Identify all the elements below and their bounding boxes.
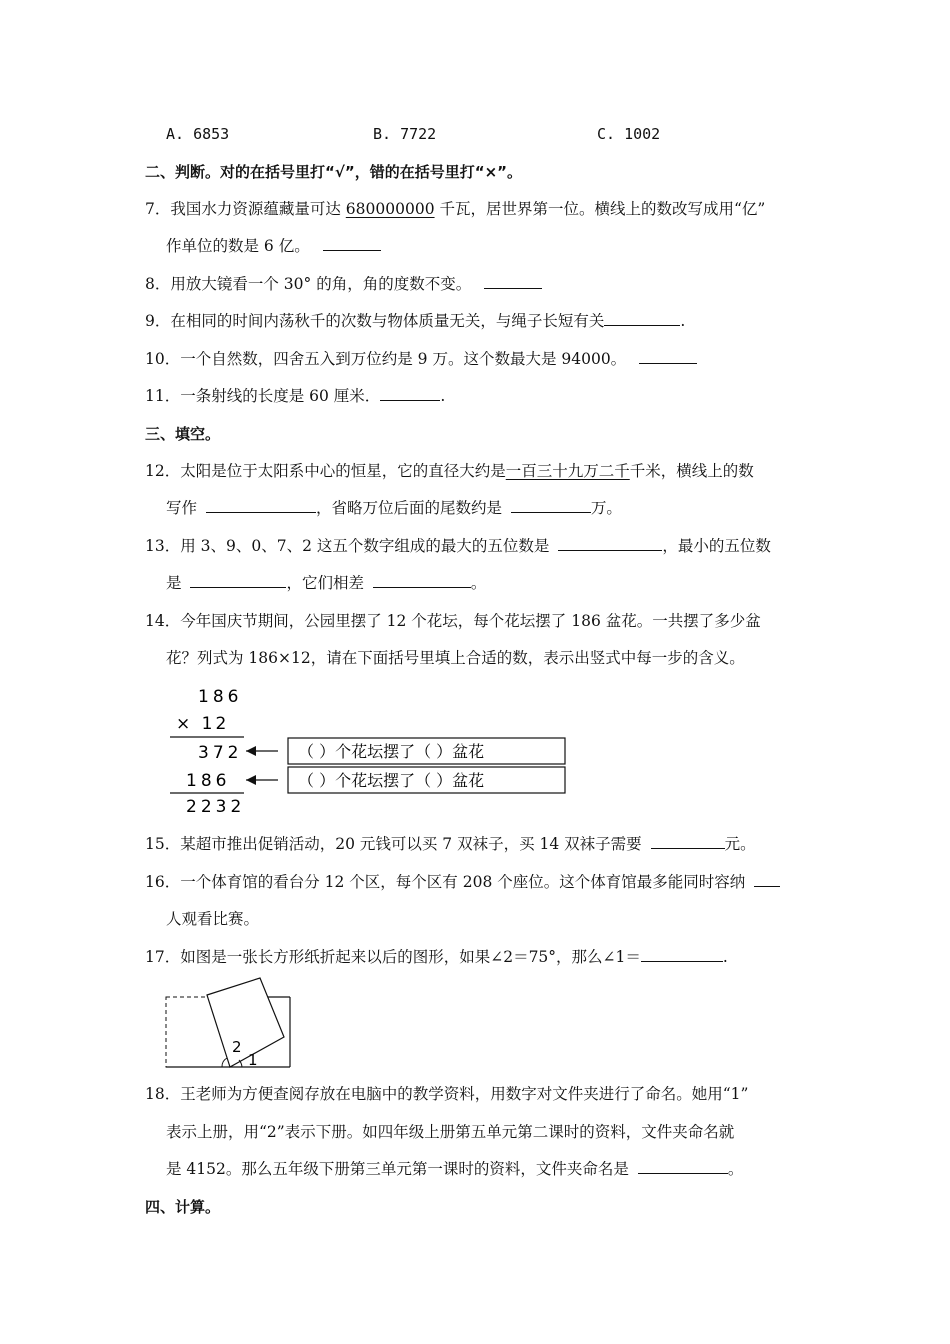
- question-7-line2: [166, 236, 381, 256]
- q18-text-c: 是 4152。那么五年级下册第三单元第一课时的资料，文件夹命名是: [166, 1160, 634, 1178]
- section-title-judge: 二、判断。对的在括号里打“√”，错的在括号里打“×”。: [145, 163, 523, 181]
- question-9: [145, 311, 685, 331]
- q17-period: .: [722, 948, 728, 966]
- meaning-box-2-text: （ ）个花坛摆了（ ）盆花: [298, 771, 485, 790]
- question-14-line1: 14．今年国庆节期间，公园里摆了 12 个花坛，每个花坛摆了 186 盆花。一共摆了多少盆: [145, 612, 761, 630]
- arrow-2-icon: [246, 775, 256, 785]
- q13-text-d: ，它们相差: [286, 574, 369, 592]
- q15-text-b: 元。: [724, 835, 756, 853]
- q13-text-b: ，最小的五位数: [662, 537, 771, 555]
- q8-text: 8．用放大镜看一个 30° 的角，角的度数不变。: [145, 275, 472, 293]
- q17-text-a: 17．如图是一张长方形纸折起来以后的图形，如果∠2＝75°，那么∠1＝: [145, 948, 641, 966]
- question-10: [145, 349, 697, 369]
- q11-period: .: [440, 387, 446, 405]
- q9-period: .: [680, 312, 686, 330]
- option-a: A. 6853: [166, 125, 230, 143]
- q10-answer-blank[interactable]: [639, 349, 697, 364]
- q13-answer-blank-1[interactable]: [558, 536, 662, 551]
- q13-text-c: 是: [166, 574, 187, 592]
- meaning-box-1-text: （ ）个花坛摆了（ ）盆花: [298, 742, 485, 761]
- q17-answer-blank[interactable]: [641, 947, 723, 962]
- question-12-line1: [145, 461, 754, 481]
- question-18-line1: 18．王老师为方便查阅存放在电脑中的教学资料，用数字对文件夹进行了命名。她用“1”: [145, 1085, 749, 1103]
- section-title-fill: 三、填空。: [145, 425, 221, 443]
- q7-text-b: 千瓦，居世界第一位。横线上的数改写成用“亿”: [434, 200, 766, 218]
- q7-text-a: 7．我国水力资源蕴藏量可达: [145, 200, 346, 218]
- q7-underlined-number: 680000000: [345, 200, 435, 218]
- question-11: [145, 386, 445, 406]
- angle-2-arc: [222, 1058, 227, 1067]
- angle-1-label: 1: [248, 1051, 258, 1069]
- vertical-multiplication-figure: [160, 680, 580, 820]
- q18-answer-blank[interactable]: [638, 1159, 728, 1174]
- multiplicand: 186: [198, 687, 243, 707]
- q13-answer-blank-2[interactable]: [190, 573, 286, 588]
- question-14-line2: 花？列式为 186×12，请在下面括号里填上合适的数，表示出竖式中每一步的含义。: [166, 649, 745, 667]
- q12-text-e: 万。: [590, 499, 622, 517]
- q8-answer-blank[interactable]: [484, 274, 542, 289]
- question-13-line2: [166, 573, 486, 593]
- q13-text-e: 。: [470, 574, 487, 592]
- q12-answer-blank-2[interactable]: [511, 498, 591, 513]
- q11-answer-blank[interactable]: [380, 386, 440, 401]
- q13-answer-blank-3[interactable]: [373, 573, 471, 588]
- question-8: [145, 274, 542, 294]
- question-17: [145, 947, 728, 967]
- question-18-line2: 表示上册，用“2”表示下册。如四年级上册第五单元第二课时的资料，文件夹命名就: [166, 1123, 735, 1141]
- question-16-line2: 人观看比赛。: [166, 910, 260, 928]
- q11-text: 11．一条射线的长度是 60 厘米．: [145, 387, 381, 405]
- q9-text: 9．在相同的时间内荡秋千的次数与物体质量无关，与绳子长短有关: [145, 312, 605, 330]
- multiplier: × 12: [176, 714, 230, 734]
- q15-text-a: 15．某超市推出促销活动，20 元钱可以买 7 双袜子，买 14 双袜子需要: [145, 835, 647, 853]
- question-7-line1: [145, 199, 765, 219]
- q12-text-a: 12．太阳是位于太阳系中心的恒星，它的直径大约是: [145, 462, 506, 480]
- q10-text: 10．一个自然数，四舍五入到万位约是 9 万。这个数最大是 94000。: [145, 350, 627, 368]
- question-12-line2: [166, 498, 622, 518]
- q18-text-d: 。: [727, 1160, 744, 1178]
- option-b: B. 7722: [373, 125, 437, 143]
- question-18-line3: [166, 1159, 743, 1179]
- q12-text-b: 千米，横线上的数: [629, 462, 754, 480]
- arrow-1-icon: [246, 746, 256, 756]
- option-c: C. 1002: [597, 125, 661, 143]
- partial-product-1: 372: [198, 743, 243, 763]
- section-title-calc: 四、计算。: [145, 1198, 221, 1216]
- q12-underlined-number: 一百三十九万二千: [505, 462, 630, 480]
- question-16-line1: [145, 872, 780, 892]
- q7-text-c: 作单位的数是 6 亿。: [166, 237, 310, 255]
- partial-product-2: 186: [186, 771, 231, 791]
- angle-2-label: 2: [232, 1038, 242, 1056]
- q9-answer-blank[interactable]: [604, 311, 680, 326]
- folded-flap: [207, 978, 284, 1067]
- question-15: [145, 834, 756, 854]
- q13-text-a: 13．用 3、9、0、7、2 这五个数字组成的最大的五位数是: [145, 537, 555, 555]
- q16-answer-blank[interactable]: [754, 872, 780, 887]
- q12-answer-blank-1[interactable]: [206, 498, 316, 513]
- question-13-line1: [145, 536, 771, 556]
- folded-rectangle-figure: [160, 975, 300, 1075]
- q7-answer-blank[interactable]: [323, 236, 381, 251]
- q15-answer-blank[interactable]: [651, 834, 725, 849]
- q12-text-c: 写作: [166, 499, 202, 517]
- final-product: 2232: [186, 797, 246, 817]
- q12-text-d: ，省略万位后面的尾数约是: [315, 499, 507, 517]
- q16-text-a: 16．一个体育馆的看台分 12 个区，每个区有 208 个座位。这个体育馆最多能同时容纳: [145, 873, 751, 891]
